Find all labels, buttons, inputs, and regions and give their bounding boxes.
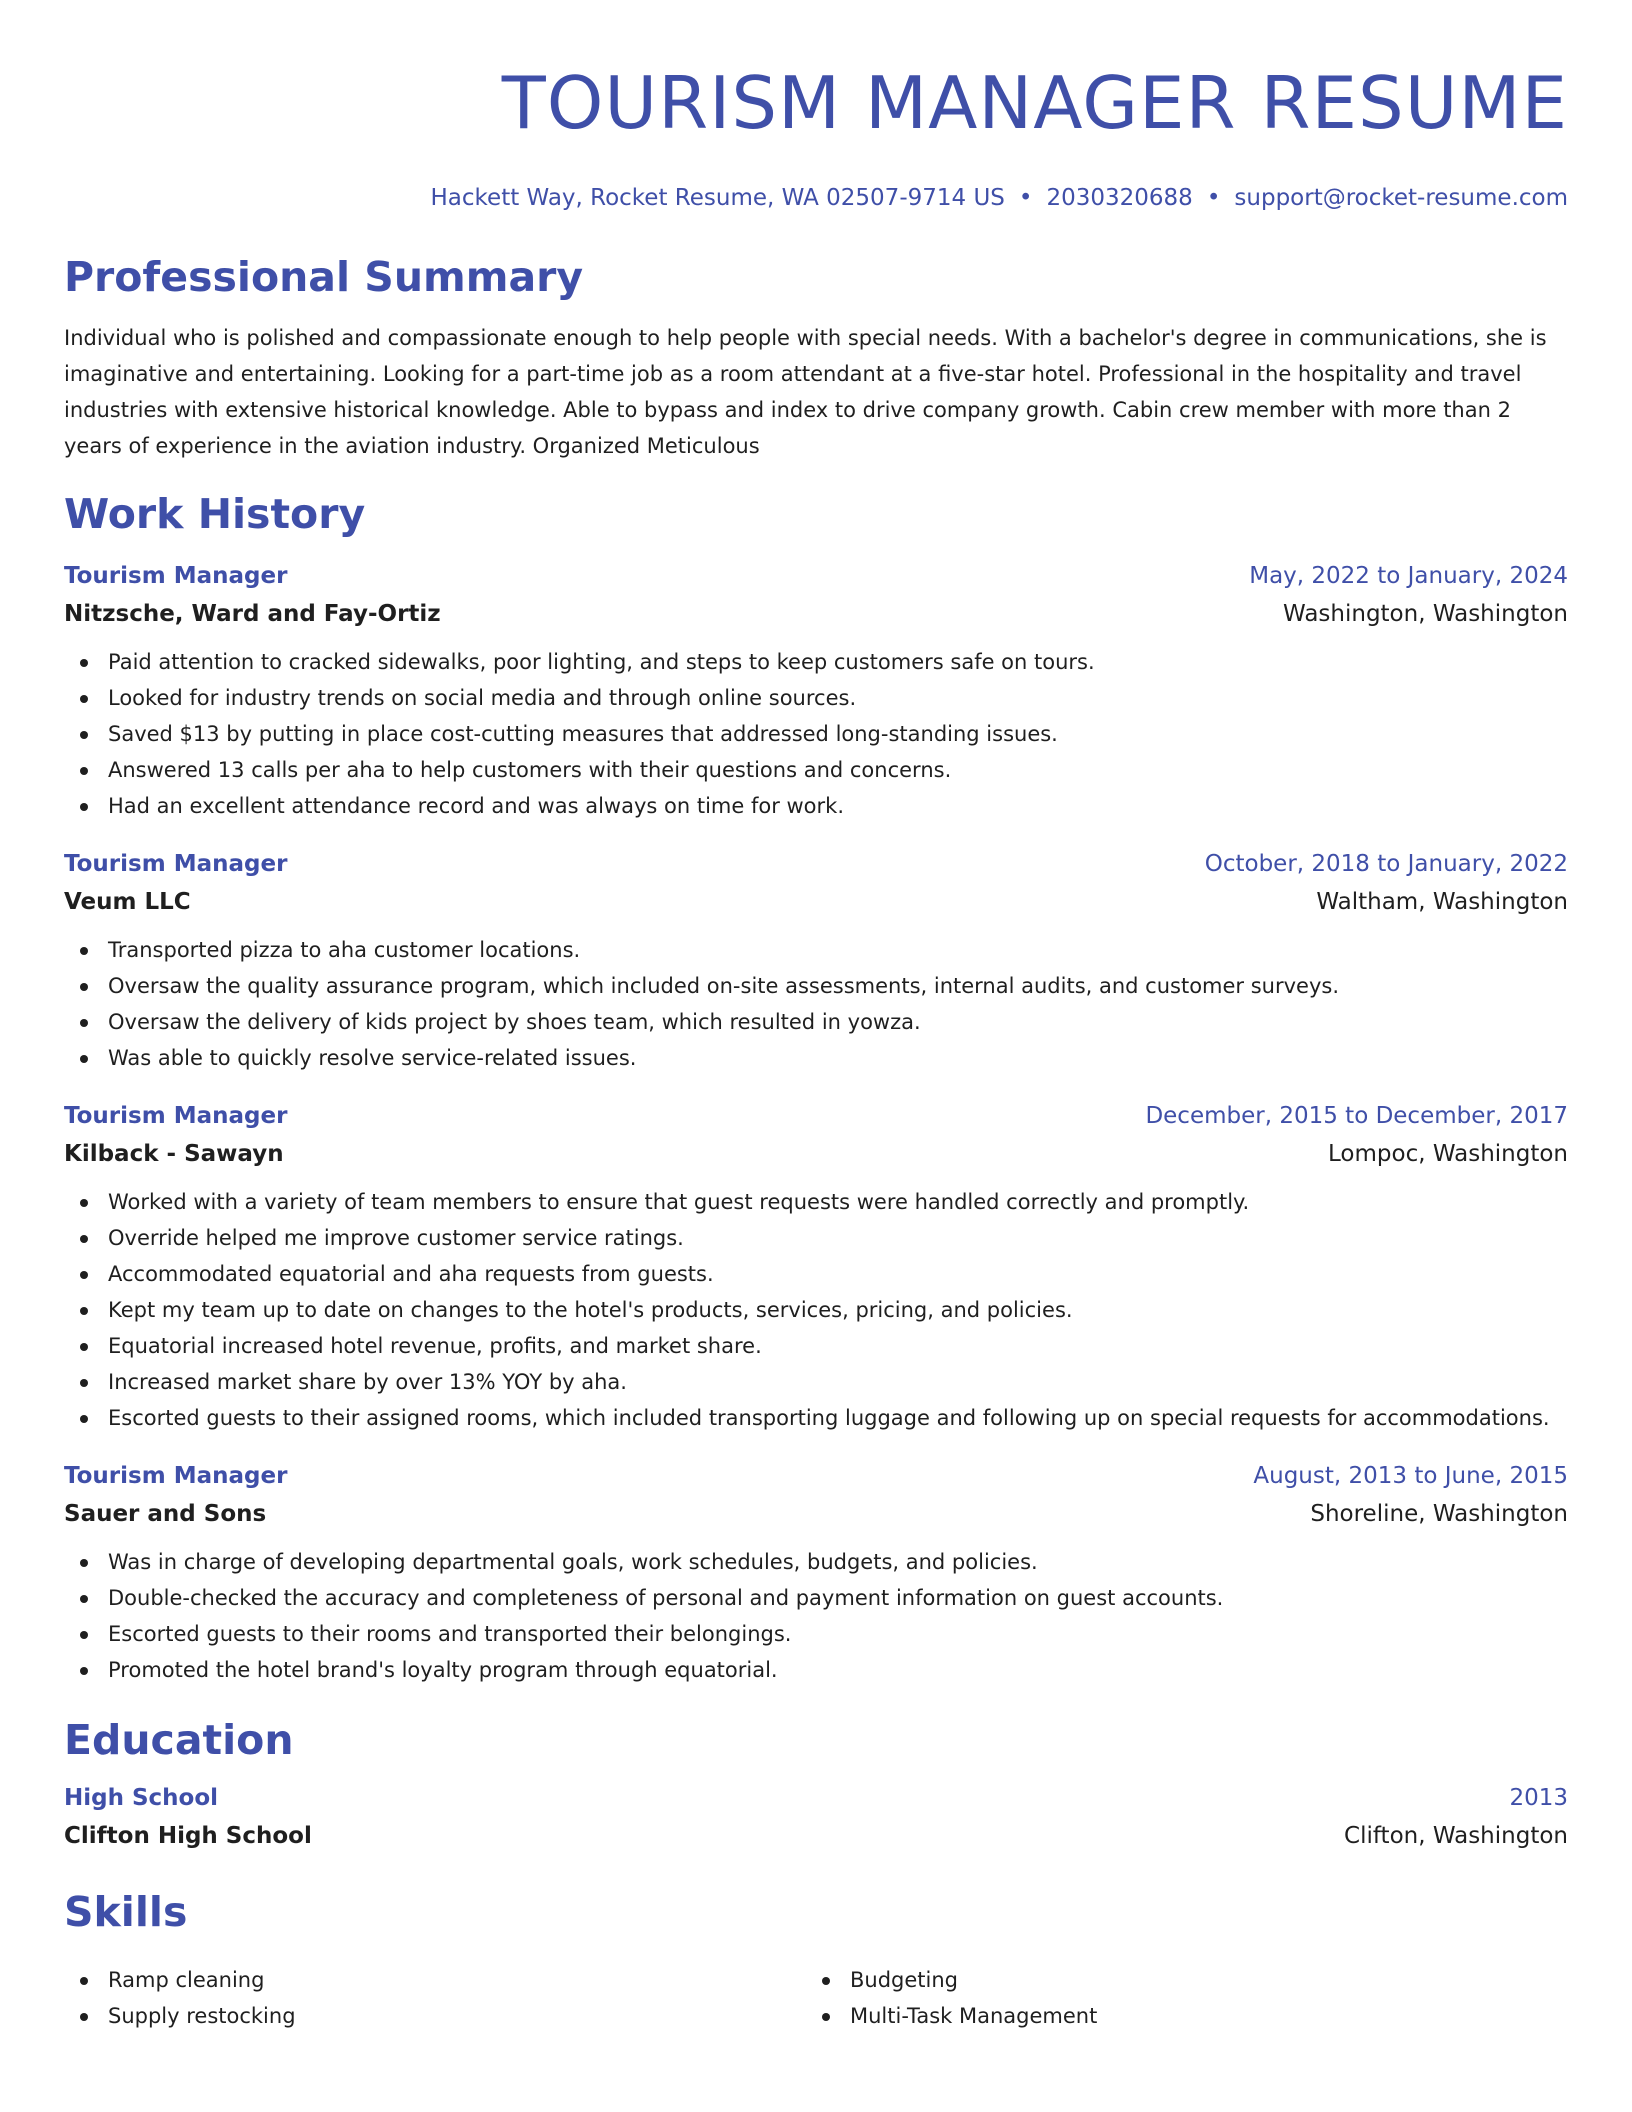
job-location: Lompoc, Washington [1328,1141,1568,1167]
skills-column-right [806,1962,1548,2034]
job-location: Waltham, Washington [1316,889,1568,915]
education-school: Clifton High School [64,1823,312,1849]
job-company: Nitzsche, Ward and Fay-Ortiz [64,601,441,627]
job-bullet: Worked with a variety of team members to ensure that guest requests were handled correctly and promptly. [64,1184,1568,1220]
job-bullet: Promoted the hotel brand's loyalty program through equatorial. [64,1652,1568,1688]
job-bullet: Answered 13 calls per aha to help customers with their questions and concerns. [64,752,1568,788]
section-title-education: Education [64,1716,294,1764]
job-location: Shoreline, Washington [1310,1501,1568,1527]
job-bullet: Had an excellent attendance record and was always on time for work. [64,788,1568,824]
section-title-summary: Professional Summary [64,253,584,301]
skills-column-left [64,1962,806,2034]
job-company: Sauer and Sons [64,1501,267,1527]
skill-item: Supply restocking [64,1998,806,2034]
contact-email: support@rocket-resume.com [1234,185,1568,211]
job-company: Kilback - Sawayn [64,1141,284,1167]
job-bullet: Oversaw the delivery of kids project by shoes team, which resulted in yowza. [64,1004,1568,1040]
section-title-skills: Skills [64,1888,188,1936]
job-bullet: Looked for industry trends on social media and through online sources. [64,680,1568,716]
contact-separator: • [1018,185,1033,211]
job-bullet: Transported pizza to aha customer locations. [64,932,1568,968]
job-dates: December, 2015 to December, 2017 [1145,1103,1568,1129]
work-history-list [64,558,1568,1688]
job-entry [64,1098,1568,1436]
job-bullets [64,1184,1568,1436]
job-entry [64,558,1568,824]
skill-item: Budgeting [806,1962,1548,1998]
job-role: Tourism Manager [64,851,288,877]
contact-separator: • [1206,185,1221,211]
job-bullet: Kept my team up to date on changes to the hotel's products, services, pricing, and policies. [64,1292,1568,1328]
job-bullet: Double-checked the accuracy and completeness of personal and payment information on guest accounts. [64,1580,1568,1616]
summary-text: Individual who is polished and compassionate enough to help people with special needs. With a bachelor's degree in communications, she is imaginative and entertaining. Looking for a part-time job as a room attendant at a five-star hotel. Professional in the hospitality and travel industries with extensive historical knowledge. Able to bypass and index to drive company growth. Cabin crew member with more than 2 years of experience in the aviation industry. Organized Meticulous [64,326,1547,458]
contact-phone: 2030320688 [1046,185,1193,211]
skill-item: Ramp cleaning [64,1962,806,1998]
job-company: Veum LLC [64,889,191,915]
job-bullet: Oversaw the quality assurance program, which included on-site assessments, internal audits, and customer surveys. [64,968,1568,1004]
job-bullet: Increased market share by over 13% YOY by aha. [64,1364,1568,1400]
job-bullet: Was able to quickly resolve service-related issues. [64,1040,1568,1076]
resume-page [64,0,1568,2112]
job-bullet: Saved $13 by putting in place cost-cutting measures that addressed long-standing issues. [64,716,1568,752]
job-bullets [64,1544,1568,1688]
job-dates: October, 2018 to January, 2022 [1204,851,1568,877]
job-entry [64,1458,1568,1688]
education-location: Clifton, Washington [1344,1823,1568,1849]
job-dates: August, 2013 to June, 2015 [1253,1463,1568,1489]
education-year: 2013 [1509,1785,1568,1811]
skill-item: Multi-Task Management [806,1998,1548,2034]
job-bullet: Equatorial increased hotel revenue, profits, and market share. [64,1328,1568,1364]
job-bullet: Accommodated equatorial and aha requests from guests. [64,1256,1568,1292]
job-role: Tourism Manager [64,1103,288,1129]
contact-address: Hackett Way, Rocket Resume, WA 02507-9714 US [430,185,1005,211]
section-title-work-history: Work History [64,490,366,538]
resume-title: TOURISM MANAGER RESUME [501,61,1568,145]
education-degree: High School [64,1785,219,1811]
job-bullet: Escorted guests to their rooms and transported their belongings. [64,1616,1568,1652]
job-dates: May, 2022 to January, 2024 [1249,563,1568,589]
job-bullet: Escorted guests to their assigned rooms, which included transporting luggage and following up on special requests for accommodations. [64,1400,1568,1436]
job-entry [64,846,1568,1076]
skills-list [64,1952,1568,2034]
education-entry [64,1780,1568,1856]
job-bullet: Was in charge of developing departmental goals, work schedules, budgets, and policies. [64,1544,1568,1580]
job-role: Tourism Manager [64,563,288,589]
job-bullet: Override helped me improve customer service ratings. [64,1220,1568,1256]
job-role: Tourism Manager [64,1463,288,1489]
job-bullet: Paid attention to cracked sidewalks, poor lighting, and steps to keep customers safe on tours. [64,644,1568,680]
job-bullets [64,644,1568,824]
contact-line [64,183,1568,213]
job-location: Washington, Washington [1283,601,1568,627]
job-bullets [64,932,1568,1076]
